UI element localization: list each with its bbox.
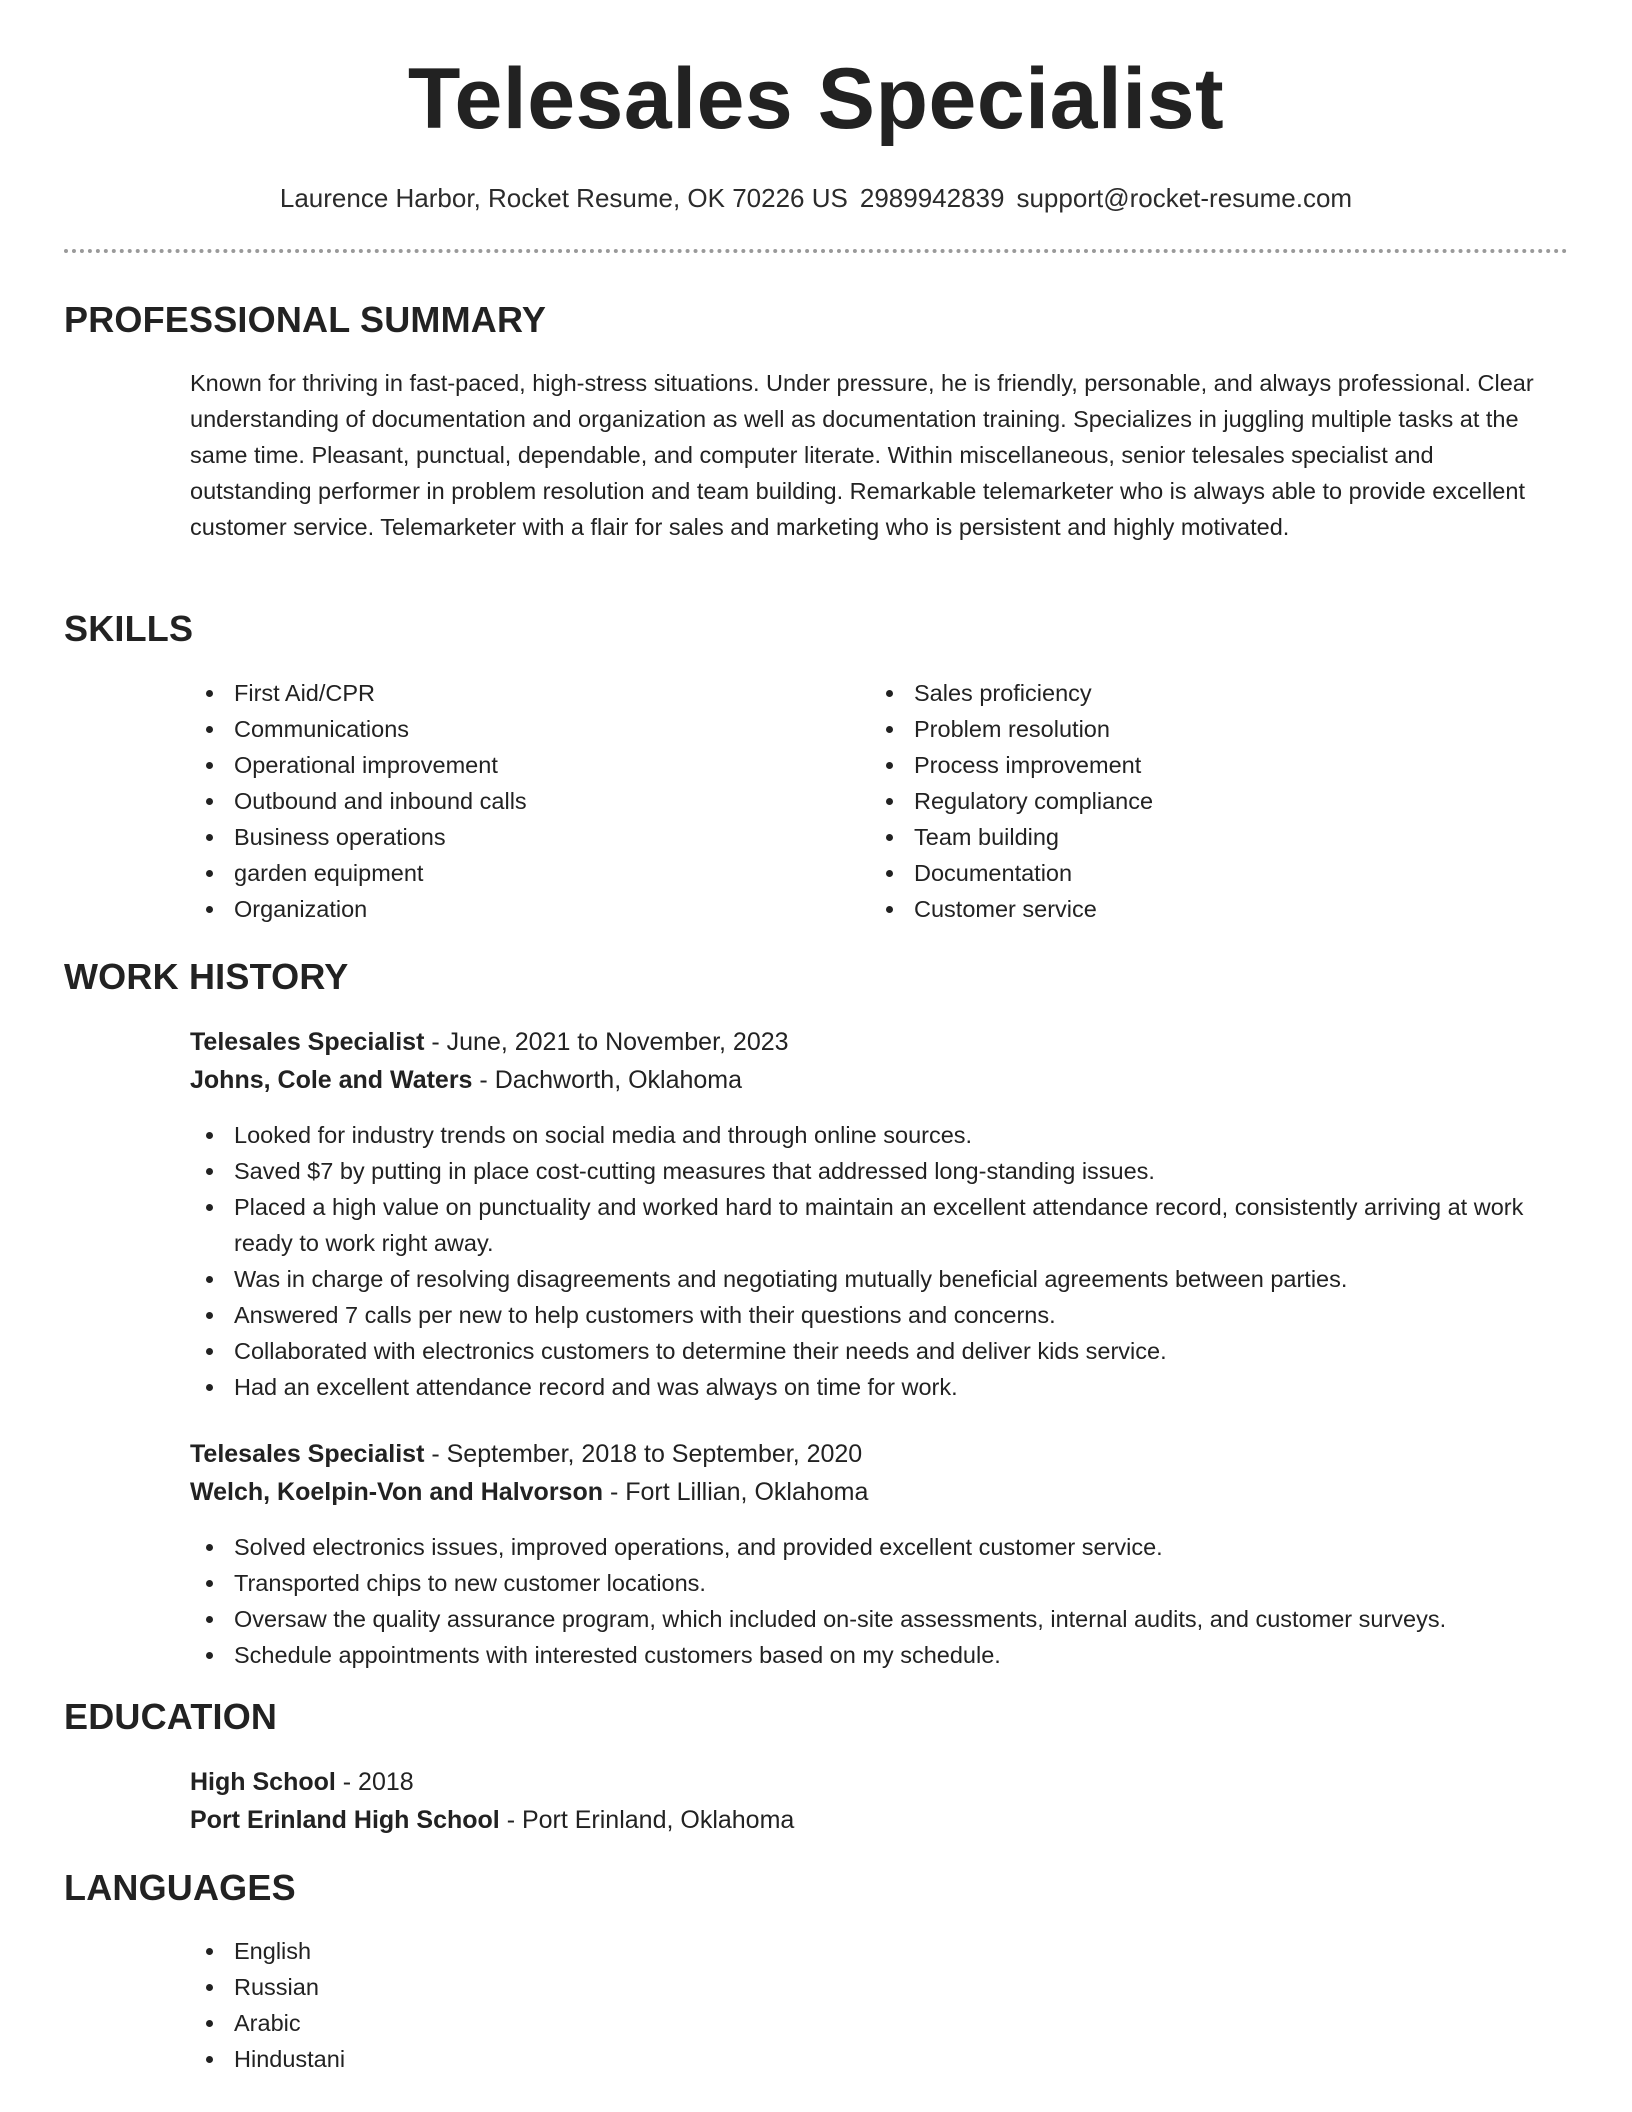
education-location: - Port Erinland, Oklahoma: [506, 1806, 795, 1834]
job-title-line: [190, 1023, 1550, 1061]
list-item: Placed a high value on punctuality and worked hard to maintain an excellent attendance record, consistently arriving at work ready to work right away.: [190, 1189, 1560, 1261]
list-item: Sales proficiency: [870, 675, 1550, 711]
skills-column-right: [870, 675, 1550, 927]
list-item: Arabic: [190, 2005, 1560, 2041]
list-item: Schedule appointments with interested customers based on my schedule.: [190, 1637, 1560, 1673]
list-item: Communications: [190, 711, 870, 747]
list-item: Customer service: [870, 891, 1550, 927]
section-title-education: EDUCATION: [64, 1696, 278, 1737]
job-location: - Dachworth, Oklahoma: [479, 1066, 743, 1094]
list-item: English: [190, 1933, 1560, 1969]
list-item: Hindustani: [190, 2041, 1560, 2077]
list-item: Solved electronics issues, improved operations, and provided excellent customer service.: [190, 1529, 1560, 1565]
education-school: Port Erinland High School: [190, 1806, 500, 1834]
list-item: Russian: [190, 1969, 1560, 2005]
education-degree-line: [190, 1763, 1550, 1801]
skills-column-left: [190, 675, 870, 927]
list-item: Team building: [870, 819, 1550, 855]
list-item: Collaborated with electronics customers to determine their needs and deliver kids service.: [190, 1333, 1560, 1369]
job-location: - Fort Lillian, Oklahoma: [609, 1478, 869, 1506]
contact-phone: 2989942839: [859, 183, 1005, 213]
job-dates: - September, 2018 to September, 2020: [431, 1440, 863, 1468]
list-item: Problem resolution: [870, 711, 1550, 747]
list-item: garden equipment: [190, 855, 870, 891]
list-item: Process improvement: [870, 747, 1550, 783]
list-item: Transported chips to new customer locations.: [190, 1565, 1560, 1601]
job-company: Welch, Koelpin-Von and Halvorson: [190, 1478, 604, 1506]
contact-email[interactable]: support@rocket-resume.com: [1016, 183, 1353, 213]
list-item: Business operations: [190, 819, 870, 855]
list-item: Operational improvement: [190, 747, 870, 783]
job-dates: - June, 2021 to November, 2023: [431, 1028, 789, 1056]
education-entry: [190, 1763, 1550, 1839]
contact-line: [0, 181, 1632, 215]
list-item: Regulatory compliance: [870, 783, 1550, 819]
list-item: First Aid/CPR: [190, 675, 870, 711]
skills-list: [190, 675, 1550, 927]
job-company: Johns, Cole and Waters: [190, 1066, 473, 1094]
list-item: Saved $7 by putting in place cost-cutting measures that addressed long-standing issues.: [190, 1153, 1560, 1189]
list-item: Organization: [190, 891, 870, 927]
job-2-header: [190, 1435, 1550, 1511]
education-year: - 2018: [342, 1768, 414, 1796]
resume-name: Telesales Specialist: [407, 51, 1225, 147]
job-title: Telesales Specialist: [190, 1028, 425, 1056]
list-item: Had an excellent attendance record and was always on time for work.: [190, 1369, 1560, 1405]
job-1-header: [190, 1023, 1550, 1099]
job-1-bullets: [190, 1117, 1560, 1405]
contact-address: Laurence Harbor, Rocket Resume, OK 70226 US: [279, 183, 848, 213]
education-degree: High School: [190, 1768, 336, 1796]
list-item: Outbound and inbound calls: [190, 783, 870, 819]
section-title-work: WORK HISTORY: [64, 956, 349, 997]
job-company-line: [190, 1061, 1550, 1099]
job-company-line: [190, 1473, 1550, 1511]
job-title: Telesales Specialist: [190, 1440, 425, 1468]
list-item: Oversaw the quality assurance program, which included on-site assessments, internal audits, and customer surveys.: [190, 1601, 1560, 1637]
languages-list: [190, 1933, 1560, 2077]
list-item: Answered 7 calls per new to help customers with their questions and concerns.: [190, 1297, 1560, 1333]
list-item: Documentation: [870, 855, 1550, 891]
job-2-bullets: [190, 1529, 1560, 1673]
header-divider: [64, 249, 1568, 253]
list-item: Looked for industry trends on social media and through online sources.: [190, 1117, 1560, 1153]
section-title-summary: PROFESSIONAL SUMMARY: [64, 299, 547, 340]
job-title-line: [190, 1435, 1550, 1473]
list-item: Was in charge of resolving disagreements and negotiating mutually beneficial agreements between parties.: [190, 1261, 1560, 1297]
education-school-line: [190, 1801, 1550, 1839]
section-title-skills: SKILLS: [64, 608, 194, 649]
summary-text: Known for thriving in fast-paced, high-stress situations. Under pressure, he is friendly, personable, and always professional. Clear understanding of documentation and organization as well as documentation training. Specializes in juggling multiple tasks at the same time. Pleasant, punctual, dependable, and computer literate. Within miscellaneous, senior telesales specialist and outstanding performer in problem resolution and team building. Remarkable telemarketer who is always able to provide excellent customer service. Telemarketer with a flair for sales and marketing who is persistent and highly motivated.: [190, 370, 1534, 540]
section-title-languages: LANGUAGES: [64, 1867, 296, 1908]
